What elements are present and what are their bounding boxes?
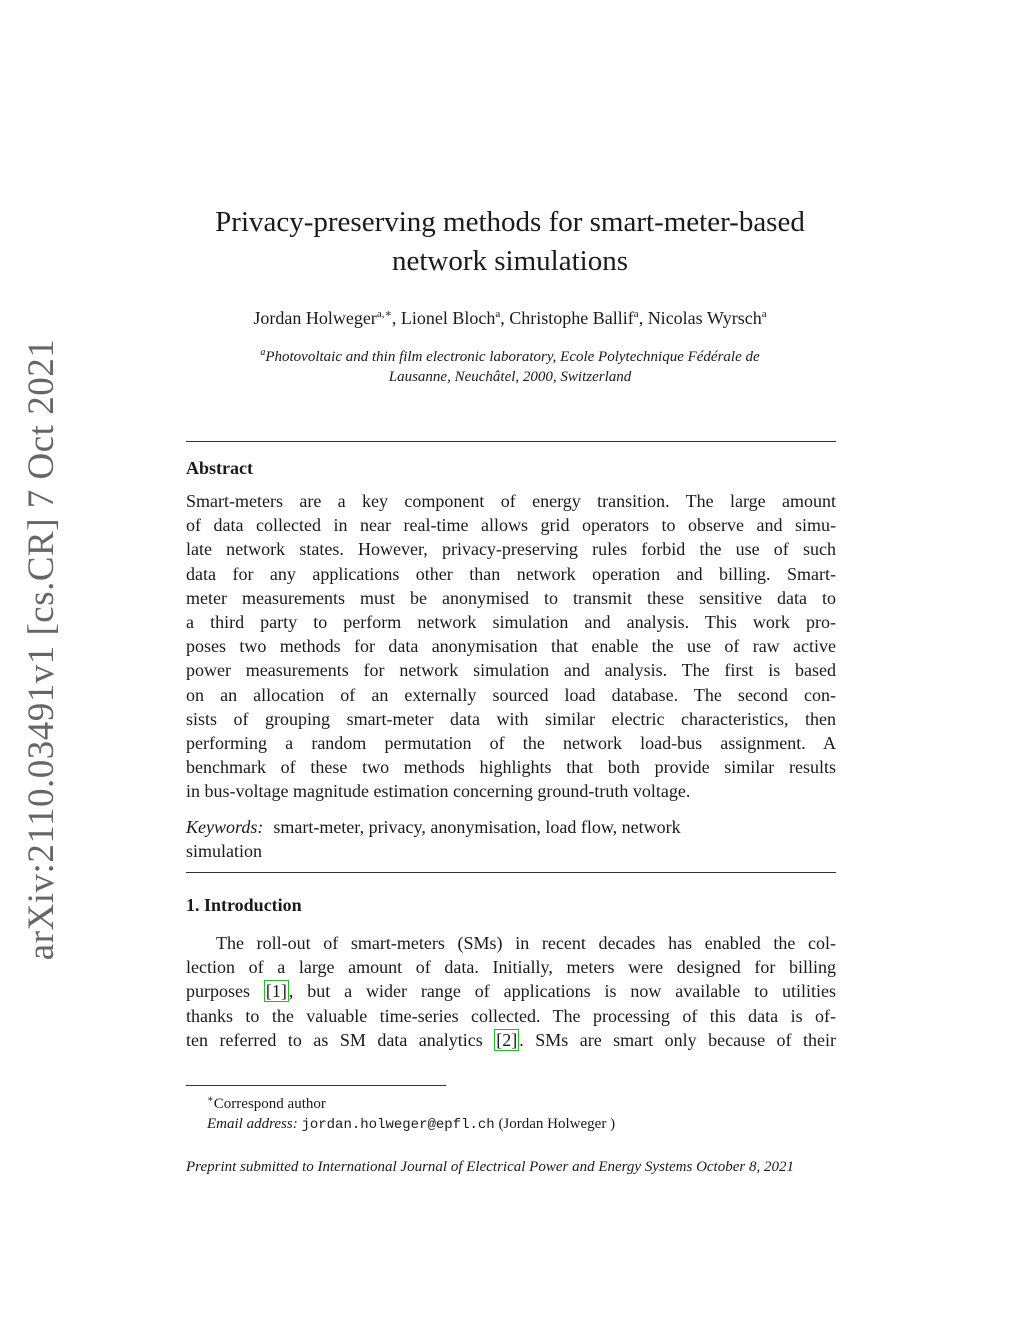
abstract-line: Smart-meters are a key component of energy transition. The large amount [186,491,836,511]
intro-line [186,979,836,1003]
intro-line: lection of a large amount of data. Initially, meters were designed for billing [186,957,836,978]
author-name: Lionel Bloch [400,308,496,328]
author-sup: a [761,308,767,320]
intro-line: The roll-out of smart-meters (SMs) in recent decades has enabled the col- [216,933,836,953]
keywords-line-1 [186,815,836,839]
section-heading-introduction: 1. Introduction [186,895,302,915]
keywords [186,815,836,863]
paper-title [190,203,830,281]
affiliation-line-1 [190,343,830,367]
abstract-line: power measurements for network simulation and analysis. The first is based [186,660,836,681]
abstract-line: data for any applications other than network operation and billing. Smart- [186,563,836,584]
abstract-body [186,489,836,804]
abstract-line: late network states. However, privacy-preserving rules forbid the use of such [186,539,836,560]
author-sup: a [633,308,639,320]
introduction-body [186,931,836,1052]
abstract-heading: Abstract [186,458,253,478]
abstract-bottom-rule [186,872,836,873]
abstract-line: poses two methods for data anonymisation that enable the use of raw active [186,636,836,657]
abstract-line: benchmark of these two methods highlights that both provide similar results [186,757,836,778]
author-sup: a [495,308,501,320]
citation-link-2[interactable]: [2] [496,1029,518,1050]
preprint-note: Preprint submitted to International Journal of Electrical Power and Energy Systems October 8, 2021 [186,1159,794,1175]
affiliation-text-1: Photovoltaic and thin film electronic laboratory, Ecole Polytechnique Fédérale de [265,349,760,365]
intro-text: purposes [186,981,264,1002]
arxiv-stamp [12,338,72,960]
abstract-line: of data collected in near real-time allows grid operators to observe and simu- [186,515,836,536]
abstract-line: on an allocation of an externally sourced load database. The second con- [186,684,836,705]
intro-text: , but a wider range of applications is now available to utilities [288,981,836,1002]
affiliation [190,343,830,387]
author-sup: a,∗ [376,308,392,320]
title-line-1: Privacy-preserving methods for smart-meter-based [215,206,805,238]
footnote-correspond-text: Correspond author [213,1096,326,1112]
author-list: Jordan Holweger$^{a,∗}$, Lionel Bloch$^a$, Christophe Ballif$^a$, Nicolas Wyrsch$^a$ [253,308,767,328]
footnote-rule [186,1085,446,1086]
keywords-label: Keywords: [186,817,264,837]
intro-text: . SMs are smart only because of their [519,1029,836,1050]
footnote [207,1090,615,1135]
footnote-mark: ∗ [207,1094,214,1105]
footnote-correspond [207,1090,615,1114]
intro-line: thanks to the valuable time-series collected. The processing of this data is of- [186,1005,836,1026]
keywords-line-2: simulation [186,841,262,861]
author-name: Christophe Ballif [509,308,634,328]
citation-link-1[interactable]: [1] [265,981,287,1002]
intro-text: ten referred to as SM data analytics [186,1029,495,1050]
abstract-line: performing a random permutation of the network load-bus assignment. A [186,733,836,754]
email-name: (Jordan Holweger ) [498,1116,616,1132]
email-label: Email address: [207,1116,298,1132]
email-link[interactable]: jordan.holweger@epfl.ch [301,1117,495,1133]
affiliation-sup: a [260,347,266,358]
author-name: Nicolas Wyrsch [647,308,762,328]
title-line-2: network simulations [391,245,628,277]
abstract-line: sists of grouping smart-meter data with similar electric characteristics, then [186,708,836,729]
keywords-text-1: smart-meter, privacy, anonymisation, load flow, network [273,817,681,837]
affiliation-line-2: Lausanne, Neuchâtel, 2000, Switzerland [388,369,632,385]
abstract-top-rule [186,441,836,442]
abstract-line: in bus-voltage magnitude estimation concerning ground-truth voltage. [186,781,691,802]
abstract-line: meter measurements must be anonymised to transmit these sensitive data to [186,587,836,608]
abstract-line: a third party to perform network simulation and analysis. This work pro- [186,612,836,633]
author-name: Jordan Holweger [253,308,377,328]
arxiv-id: arXiv:2110.03491v1 [cs.CR] 7 Oct 2021 [21,338,63,960]
intro-line [186,1028,836,1052]
footnote-email [207,1114,615,1135]
